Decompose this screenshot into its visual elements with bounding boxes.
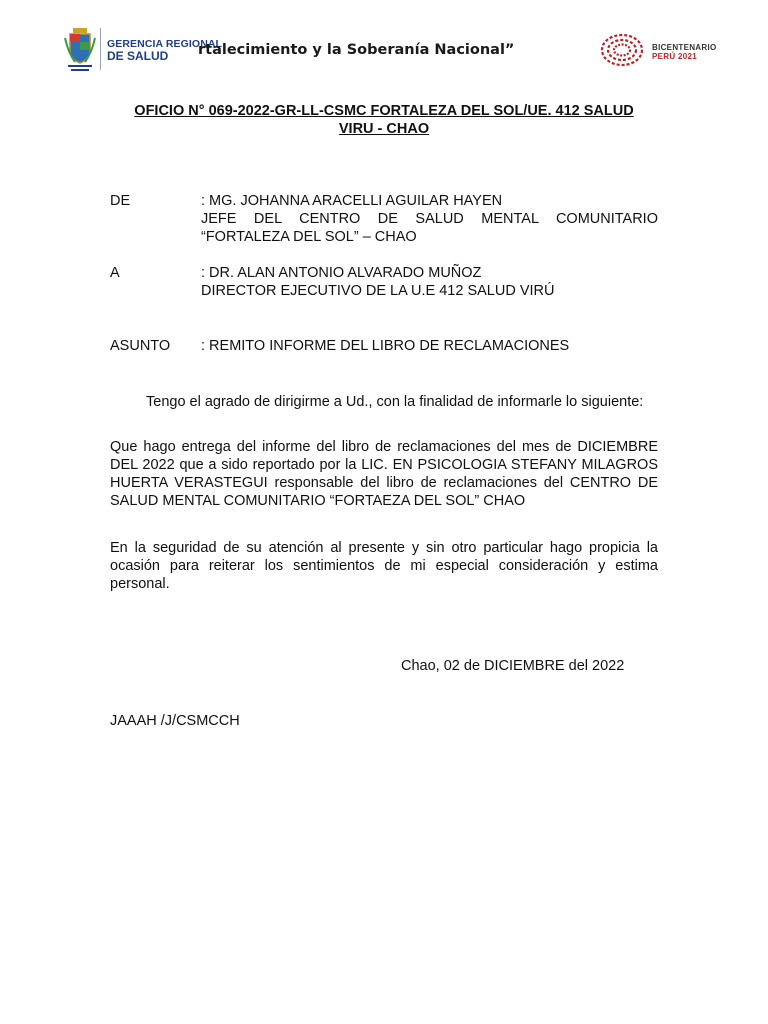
letterhead <box>0 0 768 90</box>
to-field <box>110 264 658 302</box>
from-label: DE <box>110 193 131 209</box>
reference-initials: JAAAH /J/CSMCCH <box>110 713 240 729</box>
bicentenario-emblem-icon <box>599 32 645 68</box>
closing-paragraph: En la seguridad de su atención al presente y sin otro particular hago propicia la ocasión para reiterar los sentimientos de mi especial consideración y estima personal. <box>110 540 658 592</box>
logo-line1: GERENCIA REGIONAL <box>107 38 223 50</box>
to-position: DIRECTOR EJECUTIVO DE LA U.E 412 SALUD VIRÚ <box>201 283 555 299</box>
to-value <box>201 264 658 300</box>
regional-crest-icon <box>64 26 96 72</box>
from-field <box>110 192 658 248</box>
from-name: : MG. JOHANNA ARACELLI AGUILAR HAYEN <box>201 193 503 209</box>
bicentenario-line1: BICENTENARIO <box>652 43 717 52</box>
subject-field <box>110 337 658 357</box>
intro-paragraph: Tengo el agrado de dirigirme a Ud., con la finalidad de informarle lo siguiente: <box>146 394 644 410</box>
year-motto: rtalecimiento y la Soberanía Nacional” <box>198 42 515 58</box>
from-value <box>201 192 658 246</box>
document-title <box>110 102 658 138</box>
logo-line2: DE SALUD <box>107 49 169 63</box>
place-date: Chao, 02 de DICIEMBRE del 2022 <box>401 658 625 674</box>
from-position: JEFE DEL CENTRO DE SALUD MENTAL COMUNITARIO <box>201 211 658 227</box>
to-name: : DR. ALAN ANTONIO ALVARADO MUÑOZ <box>201 265 482 281</box>
bicentenario-text <box>652 43 717 61</box>
to-label: A <box>110 265 120 281</box>
title-line1: OFICIO N° 069-2022-GR-LL-CSMC FORTALEZA DEL SOL/UE. 412 SALUD <box>134 103 634 119</box>
subject-label: ASUNTO <box>110 338 171 354</box>
from-institution: “FORTALEZA DEL SOL” – CHAO <box>201 229 417 245</box>
title-line2: VIRU - CHAO <box>338 121 430 137</box>
delivery-paragraph: Que hago entrega del informe del libro de reclamaciones del mes de DICIEMBRE DEL 2022 que a sido reportado por la LIC. EN PSICOLOGIA STEFANY MILAGROS HUERTA VERASTEGUI responsable del libro de reclamaciones del CENTRO DE SALUD MENTAL COMUNITARIO “FORTAEZA DEL SOL” CHAO <box>110 439 658 509</box>
bicentenario-line2: PERÚ 2021 <box>652 52 697 61</box>
subject-text: : REMITO INFORME DEL LIBRO DE RECLAMACIONES <box>201 338 570 354</box>
logo-divider <box>100 28 101 70</box>
subject-value <box>201 337 658 355</box>
